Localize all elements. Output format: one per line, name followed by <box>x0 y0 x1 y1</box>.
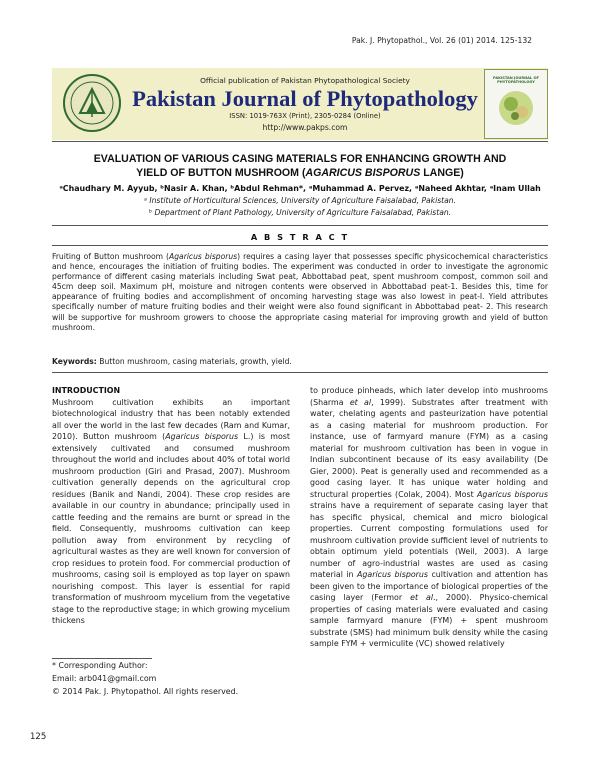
journal-url[interactable]: http://www.pakps.com <box>262 123 348 132</box>
publisher-line: Official publication of Pakistan Phytopathological Society <box>200 76 410 85</box>
article-title-line1: EVALUATION OF VARIOUS CASING MATERIALS FOR ENHANCING GROWTH AND <box>93 153 507 165</box>
keywords: Keywords: Button mushroom, casing materials, growth, yield. <box>52 357 292 366</box>
footnote-rule <box>52 658 152 659</box>
article-title-line2: YIELD OF BUTTON MUSHROOM (AGARICUS BISPORUS LANGE) <box>136 167 464 179</box>
cover-label: PAKISTAN JOURNAL OF PHYTOPATHOLOGY <box>493 76 539 84</box>
running-head: Pak. J. Phytopathol., Vol. 26 (01) 2014. 125-132 <box>351 36 532 45</box>
affiliation-a: ᵃ Institute of Horticultural Sciences, University of Agriculture Faisalabad, Pakistan. <box>143 196 457 205</box>
intro-paragraph-left: Mushroom cultivation exhibits an important biotechnological industry that has been notably extended all over the world in the last few decades (Ram and Kumar, 2010). Button mushroom (Agaricus bisporus L.) is most extensively cultivated and consumed mushroom throughout the world and includes about 40% of total world mushroom production (Giri and Prasad, 2007). Mushroom cultivation generally depends on the agricultural crop residues (Banik and Nandi, 2004). These crop resides are available in our country in abundance; principally used in cattle feeding and the remains are burnt or spread in the field. Consequently, mushrooms cultivation can keep pollution away from environment by recycling of agricultural wastes as they are well known for conversion of crop residues to protein food. For commercial production of mushrooms, casing soil is employed as top layer on spawn nourishing compost. This layer is essential for rapid transformation of mushroom mycelium from the vegetative stage to the reproductive stage; in which growing mycelium thickens <box>52 397 290 625</box>
author-list: ᵃChaudhary M. Ayyub, ᵇNasir A. Khan, ᵇAbdul Rehman*, ᵃMuhammad A. Pervez, ᵃNaheed Akhtar, ᵃInam Ullah <box>59 184 541 193</box>
section-heading-introduction: INTRODUCTION <box>52 386 121 395</box>
society-logo-icon <box>62 73 122 133</box>
affiliation-b: ᵇ Department of Plant Pathology, University of Agriculture Faisalabad, Pakistan. <box>148 208 452 217</box>
body-column-left <box>52 385 290 627</box>
corresponding-author: * Corresponding Author: <box>52 661 148 670</box>
abstract-heading-rule <box>52 245 548 246</box>
journal-title: Pakistan Journal of Phytopathology <box>132 86 478 111</box>
intro-paragraph-right: to produce pinheads, which later develop into mushrooms (Sharma et al, 1999). Substrates after treatment with water, chelating agents and pasteurization have potential as a casing material for mushroom production. For instance, use of farmyard manure (FYM) as a casing material for mushroom cultivation has been in vogue in Indian subcontinent because of its easy availability (De Gier, 2000). Peat is generally used and recommended as a good casing layer. It has unique water holding and structural properties (Colak, 2004). Most Agaricus bisporus strains have a requirement of separate casing layer that has specific physical, chemical and micro biological properties. Current composting formulations used for mushroom cultivation provide sufficient level of nutrients to obtain optimum yield potentials (Weil, 2003). A large number of agro-industrial wastes are used as casing material in Agaricus bisporus cultivation and attention has been given to the importance of biological properties of the casing layer (Fermor et al., 2000). Physico-chemical properties of casing materials were evaluated and casing sample farmyard manure (FYM) + spent mushroom substrate (SMS) had minimum bulk density while the casing sample FYM + vermiculite (VC) showed relatively <box>310 386 549 648</box>
abstract-heading: A B S T R A C T <box>250 232 350 242</box>
copyright-notice: © 2014 Pak. J. Phytopathol. All rights reserved. <box>52 687 239 696</box>
author-email[interactable]: Email: arb041@gmail.com <box>52 674 157 683</box>
keywords-rule <box>52 372 548 373</box>
issn: ISSN: 1019-763X (Print), 2305-0284 (Online) <box>229 112 381 120</box>
article-title <box>52 152 548 180</box>
abstract-top-rule <box>52 225 548 226</box>
page-number: 125 <box>30 732 47 742</box>
journal-cover-thumbnail <box>484 69 548 139</box>
masthead-divider <box>52 141 548 142</box>
abstract-text: Fruiting of Button mushroom (Agaricus bisporus) requires a casing layer that possesses specific physicochemical characteristics and hence, encourages the initiation of fruiting bodies. The experiment was conducted in order to investigate the agronomic performance of different casing materials including Swat peat, Abbottabad peat, spent mushroom compost, common soil and 45cm deep soil. Maximum pH, moisture and nitrogen contents were observed in Abbottabad peat-1. Besides this, time for appearance of fruiting bodies and accomplishment of oncoming harvesting stage was also lowest in peat-I. Yield attributes specifically number of mature fruiting bodies and their weight were also found significant in Abbottabad peat- 2. This research will be supportive for mushroom growers to choose the appropriate casing material for improving growth and yield of button mushroom. <box>52 252 548 332</box>
body-column-right <box>310 385 548 650</box>
